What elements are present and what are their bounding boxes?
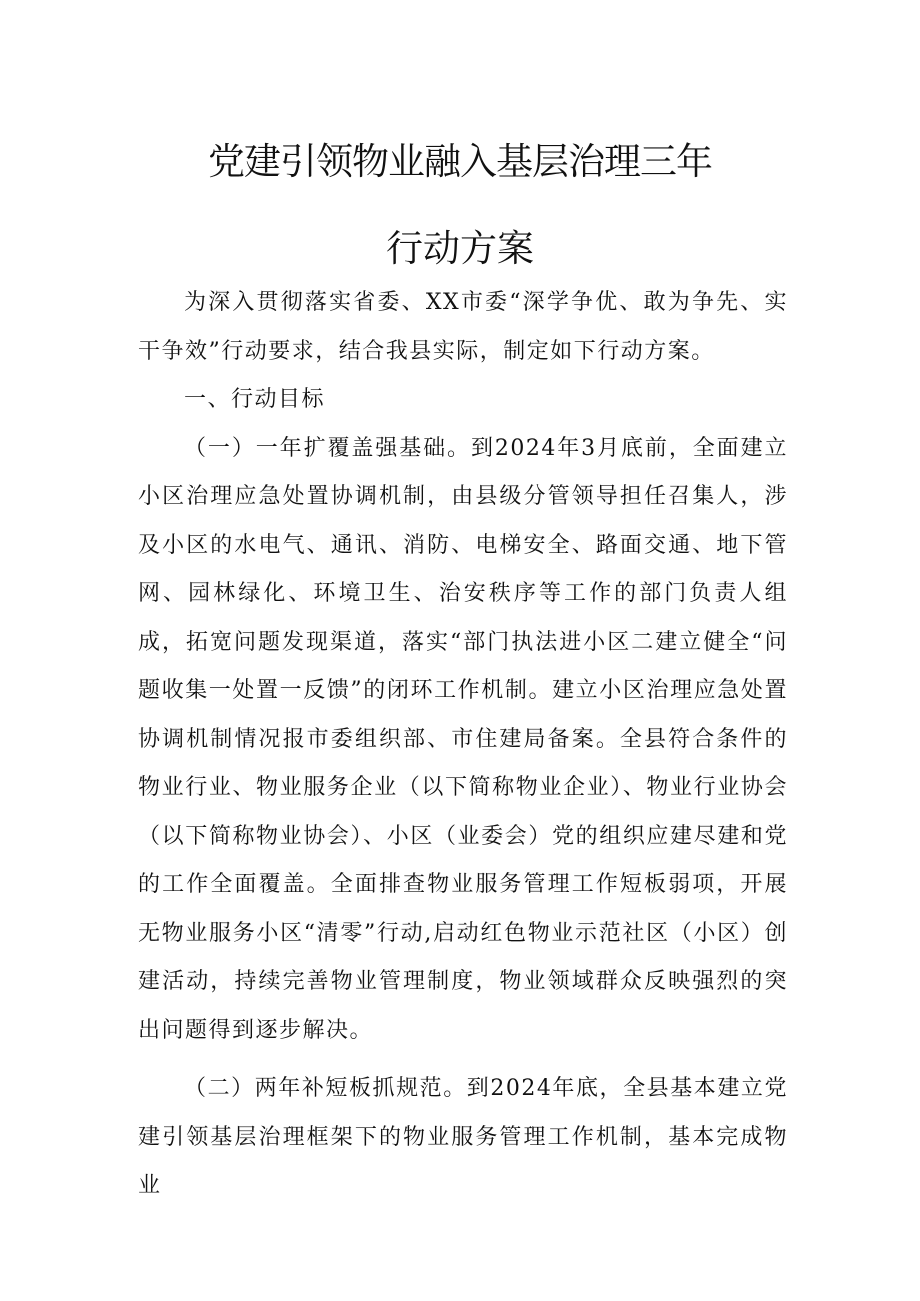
intro-paragraph: 为深入贯彻落实省委、XX市委“深学争优、敢为争先、实干争效”行动要求，结合我县实际，制定如下行动方案。 [138, 290, 788, 364]
document-body [138, 279, 788, 1211]
goal-paragraph-1: （一）一年扩覆盖强基础。到2024年3月底前，全面建立小区治理应急处置协调机制，由县级分管领导担任召集人，涉及小区的水电气、通讯、消防、电梯安全、路面交通、地下管网、园林绿化、环境卫生、治安秩序等工作的部门负责人组成，拓宽问题发现渠道，落实“部门执法进小区二建立健全“问题收集一处置一反馈”的闭环工作机制。建立小区治理应急处置协调机制情况报市委组织部、市住建局备案。全县符合条件的物业行业、物业服务企业（以下简称物业企业）、物业行业协会（以下简称物业协会）、小区（业委会）党的组织应建尽建和党的工作全面覆盖。全面排查物业服务管理工作短板弱项，开展无物业服务小区“清零”行动,启动红色物业示范社区（小区）创建活动，持续完善物业管理制度，物业领域群众反映强烈的突出问题得到逐步解决。 [138, 435, 788, 1043]
goal-paragraph-2: （二）两年补短板抓规范。到2024年底，全县基本建立党建引领基层治理框架下的物业服务管理工作机制，基本完成物业 [138, 1076, 788, 1198]
document-title-line-2: 行动方案 [386, 227, 534, 270]
section-heading-goals: 一、行动目标 [184, 387, 326, 412]
document-title-line-1: 党建引领物业融入基层治理三年 [208, 140, 712, 183]
